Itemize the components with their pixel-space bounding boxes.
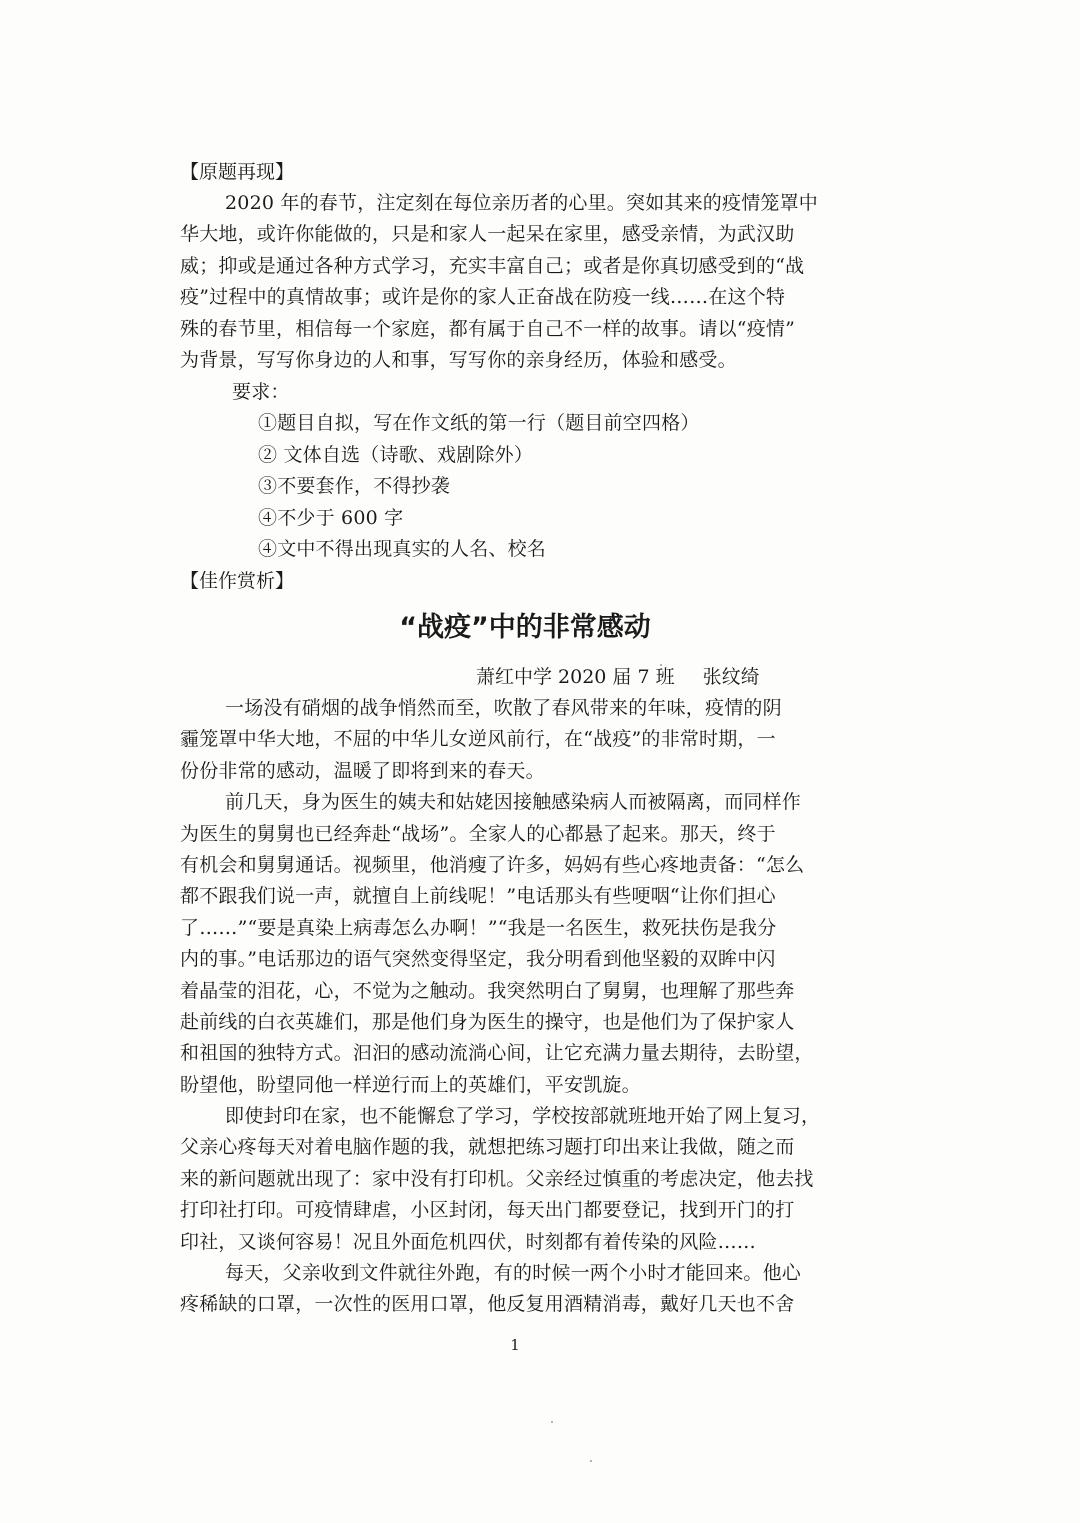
text-line: 为背景，写写你身边的人和事，写写你的亲身经历，体验和感受。 [180, 348, 737, 371]
text-line: 都不跟我们说一声，就擅自上前线呢！”电话那头有些哽咽“让你们担心 [180, 885, 776, 908]
scan-speck [551, 1421, 553, 1423]
requirement-item: ④文中不得出现真实的人名、校名 [258, 537, 547, 560]
text-line: 印社，又谈何容易！况且外面危机四伏，时刻都有着传染的风险…… [180, 1230, 757, 1253]
text-line: 华大地，或许你能做的，只是和家人一起呆在家里，感受亲情，为武汉助 [180, 223, 795, 246]
requirements-list [180, 377, 870, 565]
text-line: 赴前线的白衣英雄们，那是他们身为医生的操守，也是他们为了保护家人 [180, 1010, 795, 1033]
text-line: 来的新问题就出现了：家中没有打印机。父亲经过慎重的考虑决定，他去找 [180, 1167, 814, 1190]
author-name: 张纹绮 [702, 666, 760, 688]
scan-speck [590, 1460, 592, 1462]
section-heading-essay: 【佳作赏析】 [180, 570, 295, 592]
text-line: 霾笼罩中华大地，不屈的中华儿女逆风前行，在“战疫”的非常时期，一 [180, 728, 776, 751]
text-line: 着晶莹的泪花，心，不觉为之触动。我突然明白了舅舅，也理解了那些奔 [180, 979, 795, 1002]
author-school: 萧红中学 2020 届 7 班 [476, 666, 675, 688]
text-line: 有机会和舅舅通话。视频里，他消瘦了许多，妈妈有些心疼地责备：“怎么 [180, 853, 805, 876]
text-line: 即使封印在家，也不能懈怠了学习，学校按部就班地开始了网上复习， [225, 1105, 821, 1128]
text-line: 殊的春节里，相信每一个家庭，都有属于自己不一样的故事。请以“疫情” [180, 317, 796, 340]
requirement-item: ③不要套作，不得抄袭 [258, 475, 451, 498]
essay-title: “战疫”中的非常感动 [399, 612, 651, 643]
requirements-label: 要求： [232, 381, 290, 403]
requirement-item: ①题目自拟，写在作文纸的第一行（题目前空四格） [258, 412, 700, 435]
text-line: 前几天，身为医生的姨夫和姑姥因接触感染病人而被隔离，而同样作 [225, 791, 802, 814]
text-line: 疫”过程中的真情故事；或许是你的家人正奋战在防疫一线……在这个特 [180, 286, 786, 309]
text-line: 2020 年的春节，注定刻在每位亲历者的心里。突如其来的疫情笼罩中 [225, 192, 818, 214]
text-line: 一场没有硝烟的战争悄然而至，吹散了春风带来的年味，疫情的阴 [225, 697, 782, 719]
text-line: 打印社打印。可疫情肆虐，小区封闭，每天出门都要登记，找到开门的打 [180, 1199, 795, 1222]
page-number: 1 [510, 1336, 520, 1354]
text-line: 和祖国的独特方式。汩汩的感动流淌心间，让它充满力量去期待，去盼望， [180, 1042, 814, 1065]
requirement-item: ② 文体自选（诗歌、戏剧除外） [258, 443, 534, 466]
text-line: 为医生的舅舅也已经奔赴“战场”。全家人的心都悬了起来。那天，终于 [180, 822, 776, 845]
text-line: 了……”“要是真染上病毒怎么办啊！”“我是一名医生，救死扶伤是我分 [180, 916, 777, 939]
text-line: 疼稀缺的口罩，一次性的医用口罩，他反复用酒精消毒，戴好几天也不舍 [180, 1293, 795, 1316]
text-line: 内的事。”电话那边的语气突然变得坚定，我分明看到他坚毅的双眸中闪 [180, 948, 776, 971]
essay-body [180, 693, 870, 1321]
byline [476, 663, 760, 691]
text-line: 父亲心疼每天对着电脑作题的我，就想把练习题打印出来让我做，随之而 [180, 1136, 795, 1159]
text-line: 每天，父亲收到文件就往外跑，有的时候一两个小时才能回来。他心 [225, 1262, 802, 1285]
text-line: 份份非常的感动，温暖了即将到来的春天。 [180, 759, 545, 782]
text-line: 威；抑或是通过各种方式学习，充实丰富自己；或者是你真切感受到的“战 [180, 254, 805, 277]
section-heading-original: 【原题再现】 [180, 161, 295, 183]
requirement-item: ④不少于 600 字 [258, 506, 404, 529]
text-line: 盼望他，盼望同他一样逆行而上的英雄们，平安凯旋。 [180, 1073, 641, 1096]
prompt-paragraph [180, 188, 870, 376]
